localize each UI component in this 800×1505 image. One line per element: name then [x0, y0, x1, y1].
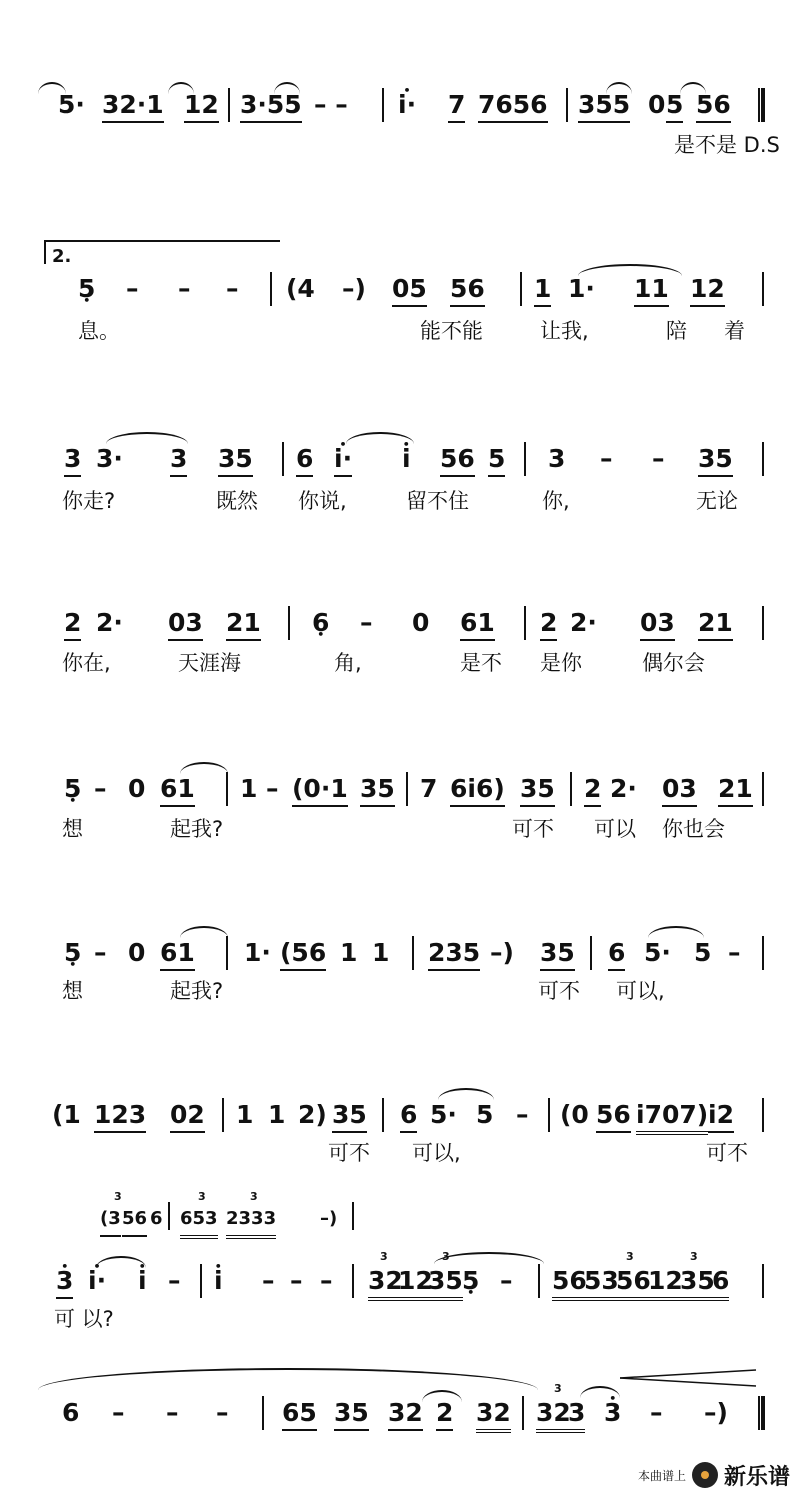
note: 35	[360, 774, 395, 807]
note: 56	[616, 1266, 651, 1301]
note: 1	[236, 1100, 254, 1129]
note: –	[600, 444, 613, 473]
note: (1	[52, 1100, 81, 1129]
barline	[406, 772, 408, 806]
note: 3·55	[240, 90, 302, 123]
barline	[228, 88, 230, 122]
note: 7656	[478, 90, 548, 123]
barline	[762, 772, 764, 806]
note: (0·1	[292, 774, 348, 807]
note: –	[216, 1398, 229, 1427]
slur	[106, 432, 188, 444]
note: 5·	[644, 938, 671, 967]
note: (4	[286, 274, 315, 303]
note: 2	[584, 774, 601, 807]
note: 3	[568, 1398, 585, 1433]
note: 653	[180, 1204, 218, 1239]
note: 3	[548, 444, 566, 473]
lyric: 可不	[328, 1141, 370, 1165]
note: 2	[540, 608, 557, 641]
note: i707)	[636, 1100, 708, 1135]
barline	[270, 272, 272, 306]
lyric: 息。	[78, 319, 120, 343]
note: 56	[440, 444, 475, 477]
note: –	[226, 274, 239, 303]
note: • i	[214, 1266, 223, 1296]
note: 0	[648, 90, 666, 119]
barline	[282, 442, 284, 476]
note: 12	[648, 1266, 683, 1301]
slur	[648, 926, 704, 938]
note: –	[168, 1266, 181, 1295]
lyric: 你也会	[662, 817, 725, 841]
slur	[180, 762, 228, 774]
lyric: 着	[724, 319, 745, 343]
note: 2333	[226, 1204, 276, 1239]
note: • i	[138, 1266, 147, 1296]
triplet-mark: 3	[442, 1250, 450, 1263]
lyric: 可 以?	[54, 1307, 114, 1331]
slur	[38, 1368, 538, 1390]
note: 56	[596, 1100, 631, 1133]
note: 65	[282, 1398, 317, 1431]
note: 03	[168, 608, 203, 641]
site-watermark	[638, 1455, 790, 1495]
note: (3	[100, 1204, 121, 1237]
note: 5 •	[64, 938, 81, 968]
note: 0	[128, 938, 146, 967]
note: 35	[334, 1398, 369, 1431]
note: • 3	[604, 1398, 621, 1428]
slur	[680, 82, 706, 94]
triplet-mark: 3	[690, 1250, 698, 1263]
note: –	[290, 1266, 303, 1295]
note: 3·	[96, 444, 123, 473]
note: 35	[520, 774, 555, 807]
lyric: 可不	[512, 817, 554, 841]
barline	[570, 772, 572, 806]
lyric: 你走?	[62, 489, 116, 513]
barline	[762, 442, 764, 476]
barline	[566, 88, 568, 122]
note: 05	[392, 274, 427, 307]
note: –)	[490, 938, 514, 967]
note: 3	[64, 444, 81, 477]
slur	[422, 1390, 462, 1402]
note: –	[94, 774, 107, 803]
note: • i·	[398, 90, 416, 120]
double-barline	[758, 1396, 765, 1430]
note: 35	[218, 444, 253, 477]
note: 12	[398, 1266, 433, 1301]
note: 35	[698, 444, 733, 477]
note: 5·	[430, 1100, 457, 1129]
barline	[762, 936, 764, 970]
note: –	[360, 608, 373, 637]
note: –	[516, 1100, 529, 1129]
vinyl-record-icon	[692, 1462, 718, 1488]
note: 3	[170, 444, 187, 477]
staff-line-8	[30, 1250, 770, 1302]
note: • 3	[56, 1266, 73, 1299]
lyric: 是不是 D.S	[674, 133, 780, 157]
lyric: 可以	[594, 817, 636, 841]
triplet-mark: 3	[250, 1190, 258, 1203]
ossia-line	[100, 1190, 380, 1240]
note: –	[500, 1266, 513, 1295]
note: –	[728, 938, 741, 967]
note: 56	[122, 1204, 147, 1237]
note: 56	[552, 1266, 587, 1301]
note: 2·	[610, 774, 637, 803]
volta-bracket: 2.	[44, 240, 280, 264]
barline	[524, 442, 526, 476]
lyric: 角,	[334, 651, 362, 675]
lyric: 起我?	[170, 979, 224, 1003]
lyric: 无论	[696, 489, 738, 513]
note: 355	[578, 90, 630, 123]
barline	[382, 88, 384, 122]
triplet-mark: 3	[554, 1382, 562, 1395]
note: 02	[170, 1100, 205, 1133]
note: 61	[160, 774, 195, 807]
note: 6	[400, 1100, 417, 1133]
note: 6i6)	[450, 774, 505, 807]
lyric: 你在,	[62, 651, 111, 675]
note: • i	[402, 444, 411, 474]
note: 2)	[298, 1100, 327, 1129]
note: 6	[62, 1398, 80, 1427]
slur	[168, 82, 194, 94]
slur	[38, 82, 66, 94]
barline	[288, 606, 290, 640]
barline	[762, 606, 764, 640]
barline	[226, 772, 228, 806]
note: –	[266, 774, 279, 803]
decrescendo-mark	[620, 1368, 760, 1388]
barline	[352, 1264, 354, 1298]
barline	[262, 1396, 264, 1430]
note: 1·	[568, 274, 595, 303]
note: 6	[150, 1208, 163, 1229]
lyric: 可以,	[412, 1141, 461, 1165]
note: 5	[476, 1100, 494, 1129]
lyric: 想	[62, 817, 83, 841]
note: 7	[420, 774, 438, 803]
note: 5 •	[462, 1266, 479, 1296]
note: –	[126, 274, 139, 303]
note: 12	[690, 274, 725, 307]
triplet-mark: 3	[114, 1190, 122, 1203]
staff-line-3	[30, 440, 770, 480]
note: 5	[488, 444, 505, 477]
note: 03	[662, 774, 697, 807]
staff-line-2	[30, 270, 770, 310]
note: 32	[388, 1398, 423, 1431]
note: 32·1	[102, 90, 164, 123]
note: 2	[64, 608, 81, 641]
staff-line-6	[30, 934, 770, 974]
double-barline	[758, 88, 765, 122]
note: 11	[634, 274, 669, 307]
barline	[412, 936, 414, 970]
lyric: 想	[62, 979, 83, 1003]
note: i2	[708, 1100, 734, 1133]
note: 32	[536, 1398, 571, 1433]
note: 61	[460, 608, 495, 641]
barline	[762, 1098, 764, 1132]
note: 61	[160, 938, 195, 971]
barline	[590, 936, 592, 970]
note: –	[112, 1398, 125, 1427]
note: 2·	[96, 608, 123, 637]
note: 21	[226, 608, 261, 641]
slur	[578, 264, 682, 276]
note: 7	[448, 90, 465, 123]
barline	[200, 1264, 202, 1298]
triplet-mark: 3	[626, 1250, 634, 1263]
note: –)	[342, 274, 366, 303]
lyric: 偶尔会	[642, 651, 705, 675]
note: 1	[372, 938, 390, 967]
lyric: 起我?	[170, 817, 224, 841]
note: –	[178, 274, 191, 303]
note: –	[652, 444, 665, 473]
note: –)	[704, 1398, 728, 1427]
note: –	[320, 1266, 333, 1295]
note: 1·	[244, 938, 271, 967]
note: 32	[368, 1266, 403, 1301]
note: 6	[712, 1266, 729, 1301]
barline	[226, 936, 228, 970]
note: –	[262, 1266, 275, 1295]
note: –	[94, 938, 107, 967]
barline	[762, 1264, 764, 1298]
note: –	[166, 1398, 179, 1427]
lyric: 可不	[538, 979, 580, 1003]
note: (56	[280, 938, 326, 971]
note: 6 •	[312, 608, 329, 638]
note: 5 •	[64, 774, 81, 804]
note: 56	[450, 274, 485, 307]
note: 5·	[58, 90, 85, 119]
note: –	[650, 1398, 663, 1427]
lyric: 是不	[460, 651, 502, 675]
note: (0	[560, 1100, 589, 1129]
staff-line-4	[30, 604, 770, 644]
lyric: 既然	[216, 489, 258, 513]
slur	[274, 82, 300, 94]
note: 35	[332, 1100, 367, 1133]
note: 32	[476, 1398, 511, 1433]
note: 1	[534, 274, 551, 307]
note: 1	[240, 774, 258, 803]
note: 2	[436, 1398, 453, 1431]
lyric: 陪	[666, 319, 687, 343]
note: 21	[718, 774, 753, 807]
barline	[522, 1396, 524, 1430]
barline	[382, 1098, 384, 1132]
note: • i·	[334, 444, 352, 477]
note: 5	[694, 938, 712, 967]
note: 5 •	[78, 274, 95, 304]
lyric: 让我,	[540, 319, 589, 343]
staff-line-5	[30, 770, 770, 810]
note: 0	[412, 608, 430, 637]
note: 235	[428, 938, 480, 971]
watermark-caption: 本曲谱上	[637, 1468, 686, 1483]
note: 35	[680, 1266, 715, 1301]
note: • i·	[88, 1266, 106, 1296]
note: – –	[314, 90, 348, 119]
watermark-brand: 新乐谱	[723, 1464, 790, 1490]
barline	[538, 1264, 540, 1298]
staff-line-9	[30, 1382, 770, 1434]
slur	[180, 926, 228, 938]
barline	[762, 272, 764, 306]
lyric: 你,	[542, 489, 570, 513]
lyric: 可以,	[616, 979, 665, 1003]
barline	[548, 1098, 550, 1132]
slur	[438, 1088, 494, 1100]
staff-line-7	[30, 1096, 770, 1136]
note: 123	[94, 1100, 146, 1133]
note: 35	[540, 938, 575, 971]
slur	[606, 82, 632, 94]
note: 12	[184, 90, 219, 123]
note: 53	[584, 1266, 619, 1301]
note: 0	[128, 774, 146, 803]
note: 56	[696, 90, 731, 123]
lyric: 是你	[540, 651, 582, 675]
lyric: 可不	[706, 1141, 748, 1165]
note: 5	[666, 90, 683, 123]
note: 1	[268, 1100, 286, 1129]
lyric: 留不住	[406, 489, 469, 513]
note: 03	[640, 608, 675, 641]
slur	[434, 1252, 544, 1264]
lyric: 你说,	[298, 489, 347, 513]
note: 6	[608, 938, 625, 971]
note: –)	[320, 1208, 338, 1229]
barline	[520, 272, 522, 306]
triplet-mark: 3	[380, 1250, 388, 1263]
barline	[352, 1202, 354, 1230]
staff-line-1	[30, 86, 770, 126]
triplet-mark: 3	[198, 1190, 206, 1203]
note: 6	[296, 444, 313, 477]
barline	[168, 1202, 170, 1230]
barline	[222, 1098, 224, 1132]
lyric: 天涯海	[178, 651, 241, 675]
barline	[524, 606, 526, 640]
note: 21	[698, 608, 733, 641]
note: 1	[340, 938, 358, 967]
lyric: 能不能	[420, 319, 483, 343]
note: 35	[428, 1266, 463, 1301]
note: 2·	[570, 608, 597, 637]
